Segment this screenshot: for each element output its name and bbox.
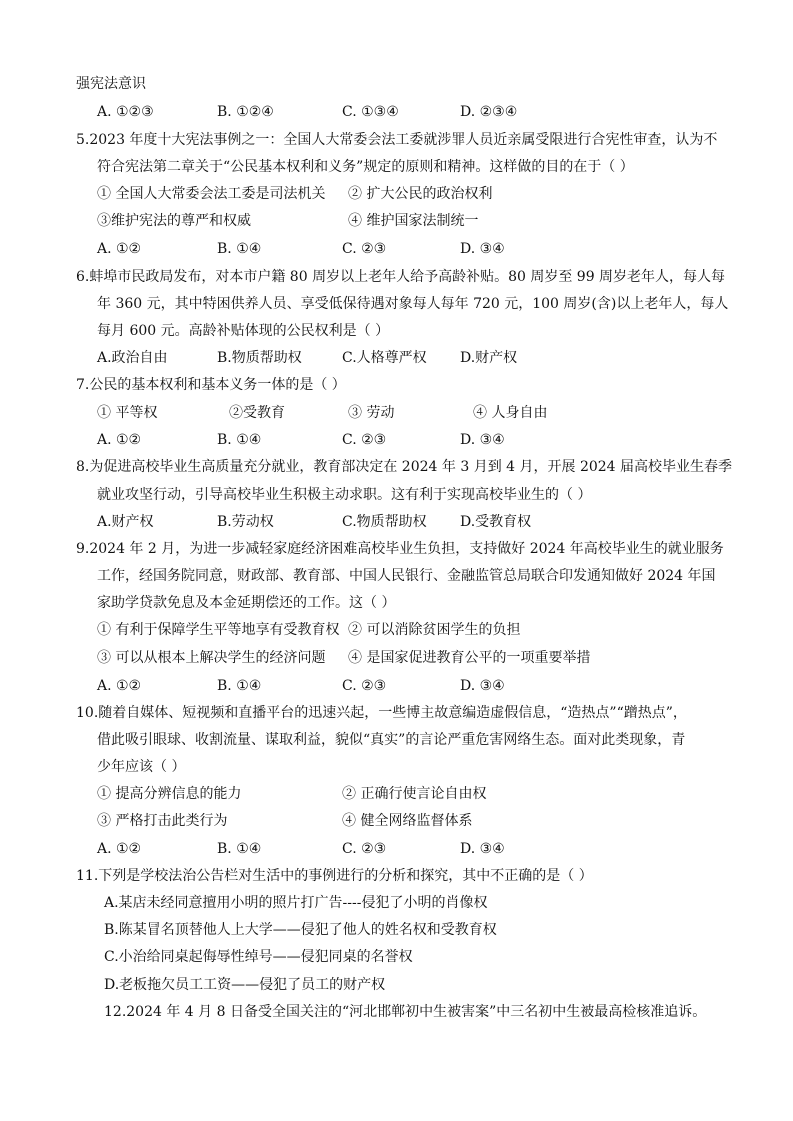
option-b: B. ①④ — [217, 841, 262, 857]
q10-stem-2: 借此吸引眼球、收割流量、谋取利益，貌似“真实”的言论严重危害网络生态。面对此类现象，青 — [97, 732, 686, 748]
q8-options — [97, 513, 531, 531]
option-b: B. ①④ — [217, 241, 262, 257]
q9-stem-3: 家助学贷款免息及本金延期偿还的工作。这（ ） — [97, 595, 396, 611]
option-c: C.物质帮助权 — [342, 514, 427, 530]
q9-item-2: ② 可以消除贫困学生的负担 — [348, 622, 521, 638]
option-b: B. ①④ — [217, 432, 262, 448]
option-a: A. ①② — [97, 678, 142, 694]
q10-item-3: ③ 严格打击此类行为 — [97, 813, 228, 829]
q8-stem-1: 8.为促进高校毕业生高质量充分就业，教育部决定在 2024 年 3 月到 4 月，开展 2024 届高校毕业生春季 — [76, 459, 733, 475]
option-a: A. ①② — [97, 841, 142, 857]
q5-item-2: ② 扩大公民的政治权利 — [348, 186, 493, 202]
option-b: B. ①②④ — [217, 104, 274, 120]
option-a: A.财产权 — [97, 514, 154, 530]
q9-stem-1: 9.2024 年 2 月，为进一步减轻家庭经济困难高校毕业生负担，支持做好 2024 年高校毕业生的就业服务 — [76, 541, 724, 557]
q9-item-3: ③ 可以从根本上解决学生的经济问题 — [97, 650, 326, 666]
q9-item-4: ④ 是国家促进教育公平的一项重要举措 — [348, 650, 591, 666]
q11-choice-c: C.小治给同桌起侮辱性绰号——侵犯同桌的名誉权 — [104, 949, 413, 965]
q10-stem-1: 10.随着自媒体、短视频和直播平台的迅速兴起，一些博主故意编造虚假信息，“造热点”“蹭热点”， — [76, 705, 687, 721]
q11-stem: 11.下列是学校法治公告栏对生活中的事例进行的分析和探究，其中不正确的是（ ） — [76, 868, 593, 884]
option-b: B.物质帮助权 — [217, 350, 302, 366]
q5-item-3: ③维护宪法的尊严和权威 — [97, 213, 251, 229]
q10-stem-3: 少年应该（ ） — [97, 759, 186, 775]
option-a: A. ①② — [97, 432, 142, 448]
q6-options — [97, 349, 517, 367]
q12-stem: 12.2024 年 4 月 8 日备受全国关注的“河北邯郸初中生被害案”中三名初中生被最高检核准追诉。 — [104, 1004, 707, 1020]
option-c: C.人格尊严权 — [342, 350, 427, 366]
option-a: A.政治自由 — [97, 350, 168, 366]
option-a: A. ①②③ — [97, 104, 154, 120]
option-d: D.财产权 — [460, 350, 518, 366]
q10-options — [97, 840, 505, 858]
q9-options — [97, 677, 505, 695]
q5-item-4: ④ 维护国家法制统一 — [348, 213, 479, 229]
option-a: A. ①② — [97, 241, 142, 257]
q7-item-4: ④ 人身自由 — [473, 405, 548, 421]
q9-item-1: ① 有利于保障学生平等地享有受教育权 — [97, 622, 340, 638]
option-c: C. ②③ — [342, 841, 387, 857]
option-c: C. ②③ — [342, 432, 387, 448]
q5-stem-2: 符合宪法第二章关于“公民基本权利和义务”规定的原则和精神。这样做的目的在于（ ） — [97, 159, 634, 175]
q5-item-1: ① 全国人大常委会法工委是司法机关 — [97, 186, 326, 202]
q5-options — [97, 240, 505, 258]
q7-stem: 7.公民的基本权利和基本义务一体的是（ ） — [76, 377, 346, 393]
q7-item-1: ① 平等权 — [97, 405, 158, 421]
option-c: C. ②③ — [342, 241, 387, 257]
q6-stem-1: 6.蚌埠市民政局发布，对本市户籍 80 周岁以上老年人给予高龄补贴。80 周岁至 99 周岁老年人，每人每 — [76, 269, 726, 285]
option-b: B.劳动权 — [217, 514, 274, 530]
option-b: B. ①④ — [217, 678, 262, 694]
q9-stem-2: 工作，经国务院同意，财政部、教育部、中国人民银行、金融监管总局联合印发通知做好 2024 年国 — [97, 568, 716, 584]
q11-choice-a: A.某店未经同意擅用小明的照片打广告----侵犯了小明的肖像权 — [104, 895, 488, 911]
q10-item-1: ① 提高分辨信息的能力 — [97, 786, 242, 802]
option-c: C. ②③ — [342, 678, 387, 694]
q7-options — [97, 431, 505, 449]
option-d: D. ③④ — [460, 241, 505, 257]
q11-choice-d: D.老板拖欠员工工资——侵犯了员工的财产权 — [104, 977, 386, 993]
option-d: D.受教育权 — [460, 514, 532, 530]
q6-stem-2: 年 360 元，其中特困供养人员、享受低保待遇对象每人每年 720 元，100 周岁(含)以上老年人，每人 — [97, 296, 729, 312]
q6-stem-3: 每月 600 元。高龄补贴体现的公民权利是（ ） — [97, 323, 390, 339]
option-d: D. ③④ — [460, 432, 505, 448]
option-c: C. ①③④ — [342, 104, 399, 120]
option-d: D. ②③④ — [460, 104, 518, 120]
q11-choice-b: B.陈某冒名顶替他人上大学——侵犯了他人的姓名权和受教育权 — [104, 922, 497, 938]
q10-item-4: ④ 健全网络监督体系 — [342, 813, 473, 829]
q8-stem-2: 就业攻坚行动，引导高校毕业生积极主动求职。这有利于实现高校毕业生的（ ） — [97, 487, 592, 503]
option-d: D. ③④ — [460, 841, 505, 857]
q7-item-2: ②受教育 — [229, 405, 285, 421]
prev-question-tail: 强宪法意识 — [76, 76, 146, 92]
option-d: D. ③④ — [460, 678, 505, 694]
q5-stem-1: 5.2023 年度十大宪法事例之一：全国人大常委会法工委就涉罪人员近亲属受限进行合宪性审查，认为不 — [76, 132, 718, 148]
q7-item-3: ③ 劳动 — [348, 405, 395, 421]
prev-options — [97, 103, 517, 121]
q10-item-2: ② 正确行使言论自由权 — [342, 786, 487, 802]
